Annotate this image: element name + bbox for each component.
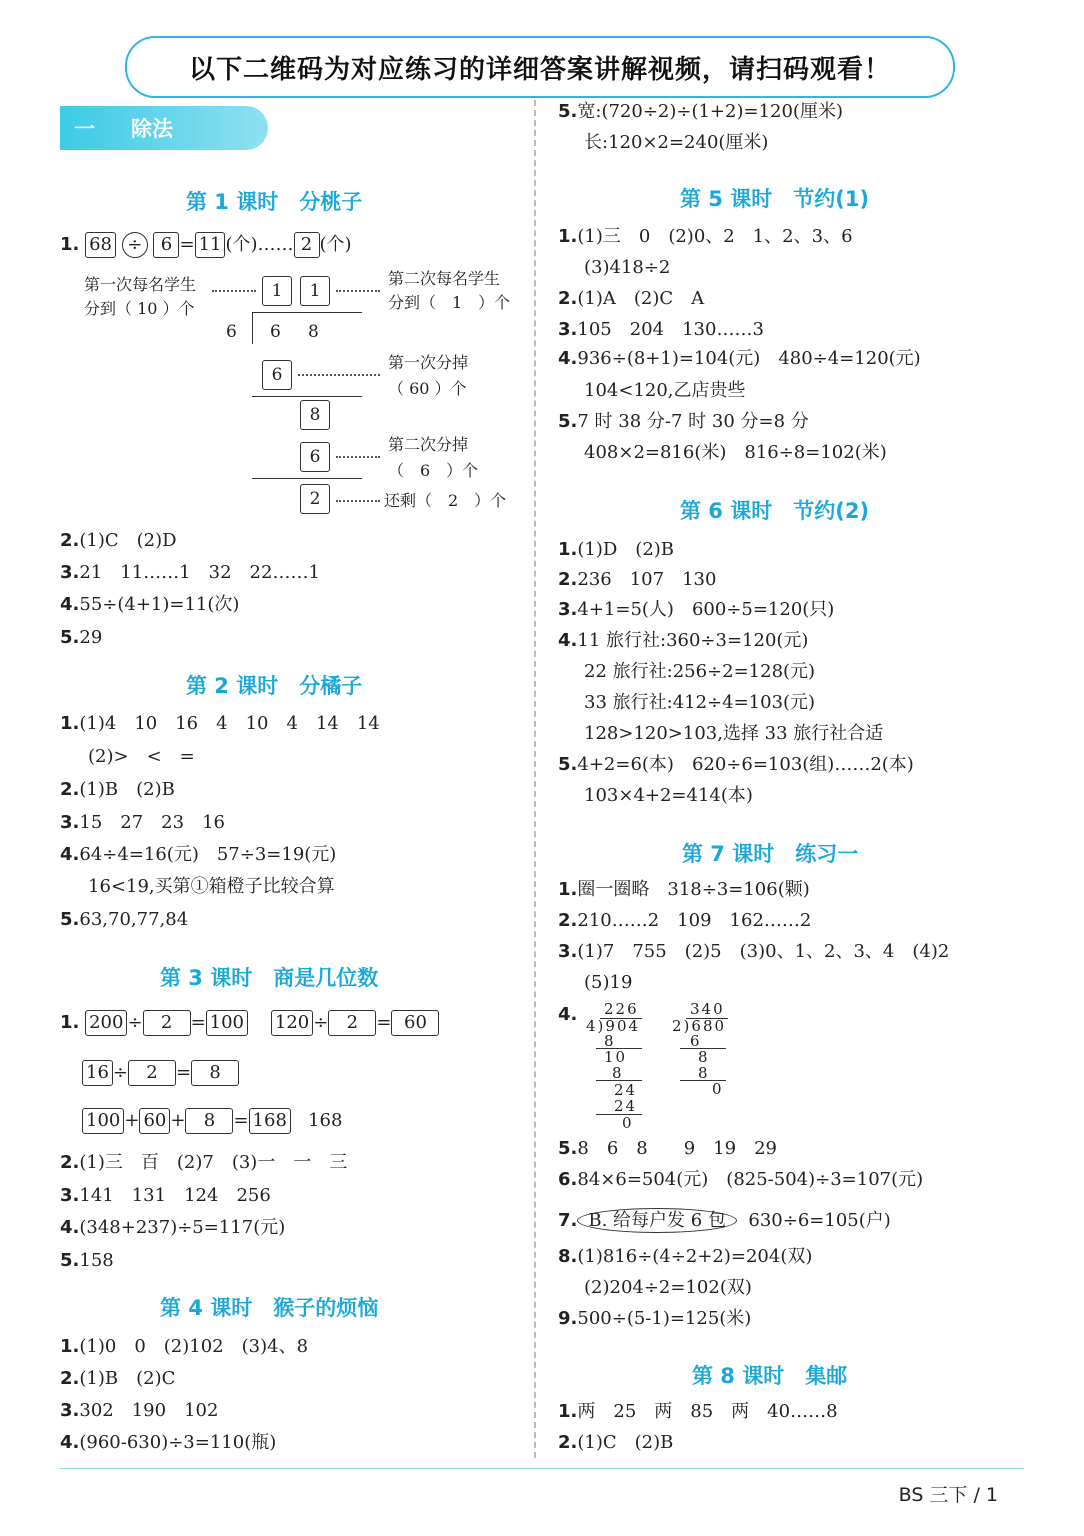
- lesson-7-line: 1.圈一圈略 318÷3=106(颗): [558, 879, 810, 900]
- lesson-7-line: 3.(1)7 755 (2)5 (3)0、1、2、3、4 (4)2: [558, 941, 950, 962]
- lesson-5-line: 408×2=816(米) 816÷8=102(米): [584, 442, 887, 463]
- lesson-4-title: 第 4 课时 猴子的烦恼: [160, 1296, 379, 1320]
- lesson-4-line: 2.(1)B (2)C: [60, 1368, 176, 1389]
- lesson-5-line: 1.(1)三 0 (2)0、2 1、2、3、6: [558, 226, 853, 247]
- lesson-2-title: 第 2 课时 分橘子: [186, 674, 363, 698]
- lesson-2-line: 2.(1)B (2)B: [60, 779, 175, 800]
- lesson-4-line: 1.(1)0 0 (2)102 (3)4、8: [60, 1336, 309, 1357]
- circled-answer: B. 给每户发 6 包: [577, 1208, 737, 1233]
- lesson-1-title: 第 1 课时 分桃子: [186, 190, 363, 214]
- lesson-6-line: 3.4+1=5(人) 600÷5=120(只): [558, 599, 835, 620]
- lesson-6-line: 4.11 旅行社:360÷3=120(元): [558, 630, 809, 651]
- lesson-1-answer: 4.55÷(4+1)=11(次): [60, 594, 240, 615]
- lesson-7-title: 第 7 课时 练习一: [682, 842, 859, 866]
- lesson-3-answer: 4.(348+237)÷5=117(元): [60, 1217, 286, 1238]
- lesson-7-line: 9.500÷(5-1)=125(米): [558, 1308, 752, 1329]
- lesson-6-line: 1.(1)D (2)B: [558, 539, 675, 560]
- lesson-6-title: 第 6 课时 节约(2): [680, 499, 870, 523]
- footer-rule: [60, 1468, 1024, 1469]
- lesson-6-line: 128>120>103,选择 33 旅行社合适: [584, 723, 884, 744]
- lesson-6-line: 22 旅行社:256÷2=128(元): [584, 661, 816, 682]
- lesson-3-answer: 5.158: [60, 1250, 114, 1271]
- lesson-2-line: 3.15 27 23 16: [60, 812, 225, 833]
- lesson-8-line: 2.(1)C (2)B: [558, 1432, 674, 1453]
- lesson-5-line: 2.(1)A (2)C A: [558, 288, 705, 309]
- qr-video-banner: 以下二维码为对应练习的详细答案讲解视频，请扫码观看！: [125, 36, 955, 98]
- lesson-6-line: 5.4+2=6(本) 620÷6=103(组)……2(本): [558, 754, 914, 775]
- unit-tab: [60, 106, 268, 150]
- lesson-5-line: 4.936÷(8+1)=104(元) 480÷4=120(元): [558, 348, 921, 369]
- lesson-3-q1-row3: 100 + 60 + 8 = 168 168: [82, 1108, 342, 1134]
- lesson-3-answer: 3.141 131 124 256: [60, 1185, 271, 1206]
- lesson-6-line: 2.236 107 130: [558, 569, 717, 590]
- lesson-5-line: 104<120,乙店贵些: [584, 380, 746, 401]
- lesson-1-answer: 3.21 11……1 32 22……1: [60, 562, 320, 583]
- lesson-7-line: (2)204÷2=102(双): [584, 1277, 752, 1298]
- lesson-2-line: 5.63,70,77,84: [60, 909, 189, 930]
- lesson-5-line: 5.7 时 38 分-7 时 30 分=8 分: [558, 411, 809, 432]
- lesson-7-q4-number: 4.: [558, 1004, 578, 1025]
- lesson-8-line: 1.两 25 两 85 两 40……8: [558, 1401, 838, 1422]
- lesson-7-q7: 7. B. 给每户发 6 包 630÷6=105(户): [558, 1210, 891, 1231]
- lesson-7-line: 5.8 6 8 9 19 29: [558, 1138, 777, 1159]
- lesson-8-title: 第 8 课时 集邮: [692, 1364, 848, 1388]
- lesson-5-line: 3.105 204 130……3: [558, 319, 764, 340]
- lesson-4-line: 4.(960-630)÷3=110(瓶): [60, 1432, 277, 1453]
- lesson-7-line: (5)19: [584, 972, 633, 993]
- lesson-4-line: 3.302 190 102: [60, 1400, 219, 1421]
- lesson-3-answer: 2.(1)三 百 (2)7 (3)一 一 三: [60, 1152, 348, 1173]
- column-divider: [534, 100, 536, 1458]
- unit-name: 除法: [131, 117, 173, 141]
- lesson-5-title: 第 5 课时 节约(1): [680, 187, 870, 211]
- lesson-6-line: 103×4+2=414(本): [584, 785, 753, 806]
- unit-number: 一: [74, 117, 95, 141]
- lesson-7-line: 6.84×6=504(元) (825-504)÷3=107(元): [558, 1169, 924, 1190]
- lesson-3-q1-row2: 16 ÷ 2 = 8: [82, 1060, 239, 1086]
- lesson-2-line: 1.(1)4 10 16 4 10 4 14 14: [60, 713, 380, 734]
- lesson-3-title: 第 3 课时 商是几位数: [160, 966, 379, 990]
- page-footer: BS 三下 / 1: [898, 1484, 998, 1506]
- lesson-1-answer: 2.(1)C (2)D: [60, 530, 177, 551]
- lesson-2-line: 16<19,买第①箱橙子比较合算: [88, 876, 335, 897]
- lesson-1-answer: 5.29: [60, 627, 103, 648]
- lesson-4-cont-line: 5.宽:(720÷2)÷(1+2)=120(厘米): [558, 101, 843, 122]
- lesson-2-line: 4.64÷4=16(元) 57÷3=19(元): [60, 844, 337, 865]
- lesson-2-line: (2)> < =: [88, 746, 195, 767]
- lesson-3-q1-row1: 1. 200 ÷ 2 = 100 120 ÷ 2 = 60: [60, 1010, 439, 1036]
- lesson-4-cont-line: 长:120×2=240(厘米): [584, 132, 769, 153]
- lesson-1-q1: 1. 68 ÷ 6 = 11 (个)…… 2 (个): [60, 232, 352, 258]
- lesson-5-line: (3)418÷2: [584, 257, 671, 278]
- lesson-7-line: 8.(1)816÷(4÷2+2)=204(双): [558, 1246, 813, 1267]
- lesson-7-line: 2.210……2 109 162……2: [558, 910, 812, 931]
- lesson-6-line: 33 旅行社:412÷4=103(元): [584, 692, 816, 713]
